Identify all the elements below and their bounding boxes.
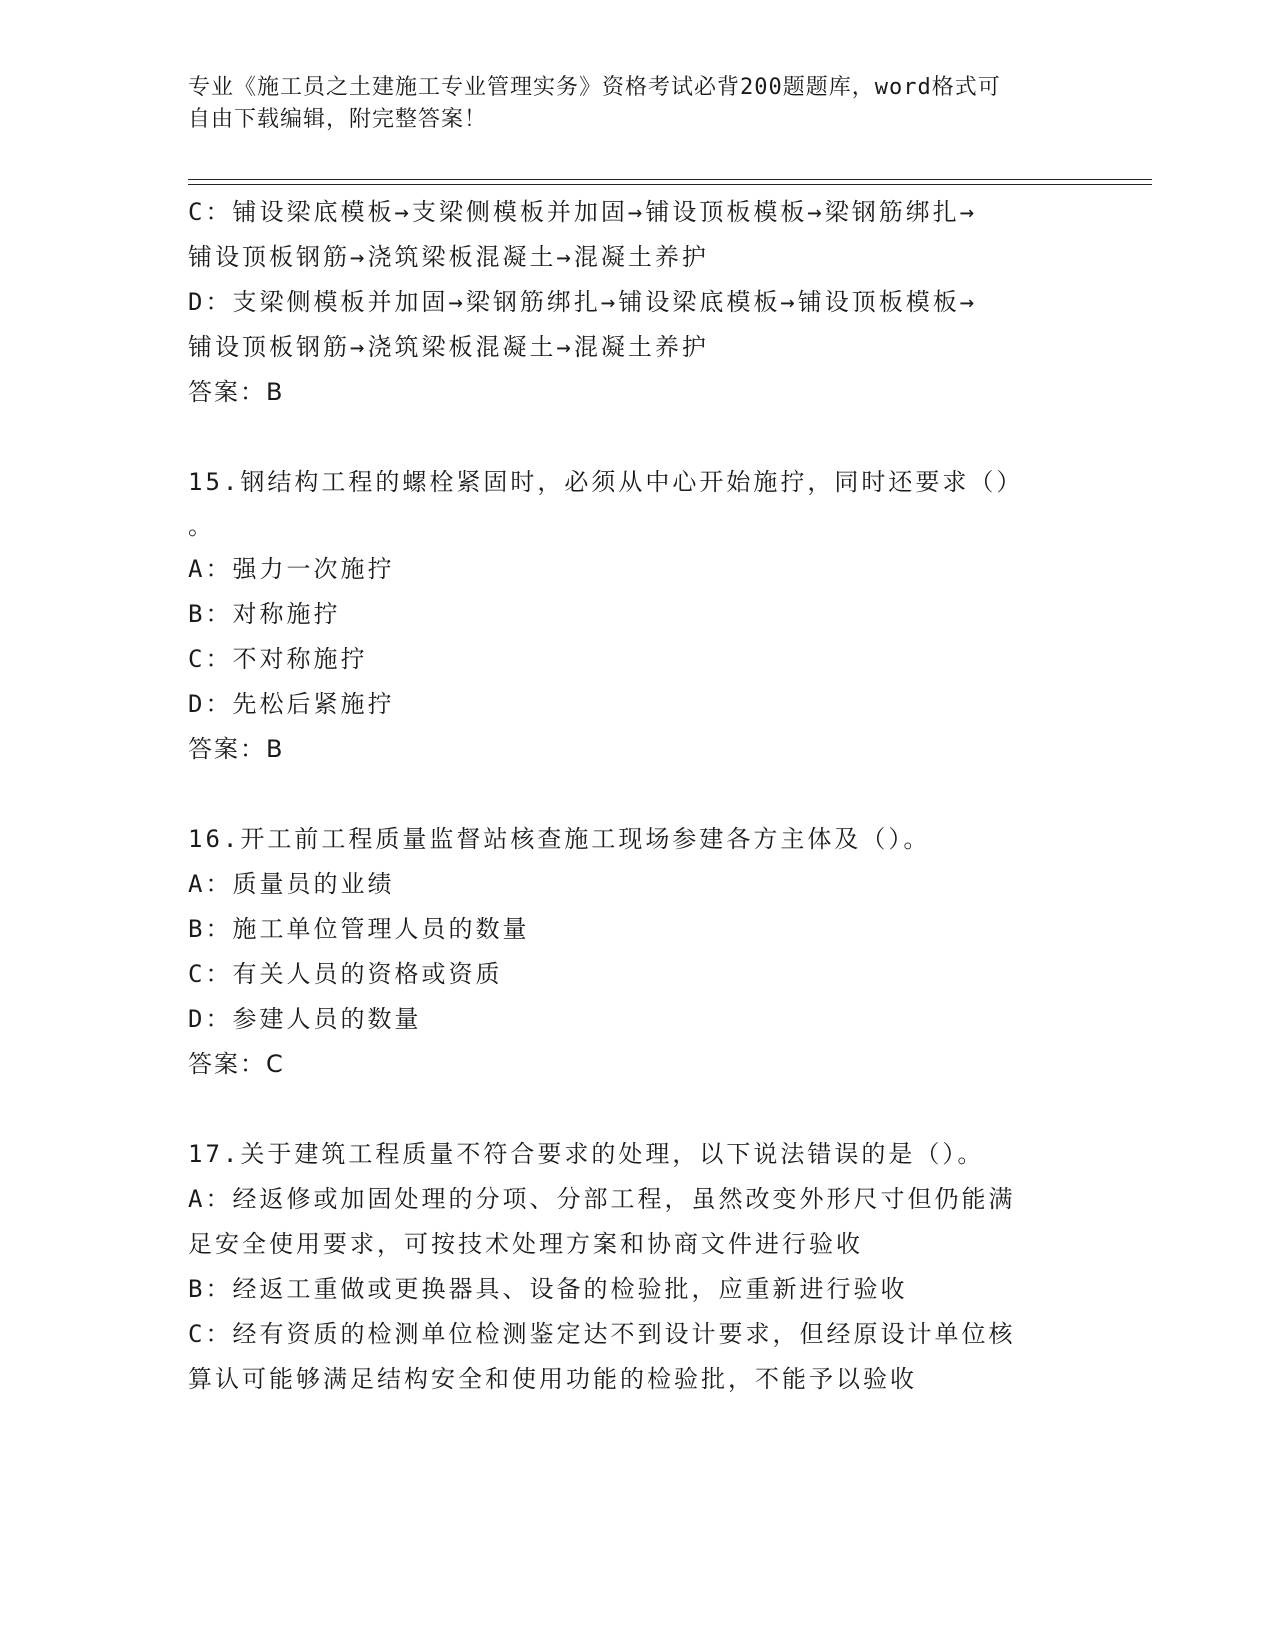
q16-option-c: C：有关人员的资格或资质 [188,960,503,988]
q14-option-c-line-2: 铺设顶板钢筋→浇筑梁板混凝土→混凝土养护 [188,243,709,271]
q15-question-continued: 。 [188,512,215,540]
spacer [188,772,1088,817]
q16-option-b: B：施工单位管理人员的数量 [188,915,530,943]
question-16 [188,817,1088,1087]
document-header [188,72,1068,136]
q14-option-d-line-1: D：支梁侧模板并加固→梁钢筋绑扎→铺设梁底模板→铺设顶板模板→ [188,288,978,316]
q15-option-b: B：对称施拧 [188,600,341,628]
q15-option-d: D：先松后紧施拧 [188,690,395,718]
header-title-line-2: 自由下载编辑，附完整答案！ [188,107,488,132]
document-body [188,190,1088,1402]
q17-question: 17.关于建筑工程质量不符合要求的处理，以下说法错误的是（）。 [188,1140,985,1168]
q14-option-c-line-1: C：铺设梁底模板→支梁侧模板并加固→铺设顶板模板→梁钢筋绑扎→ [188,198,978,226]
spacer [188,415,1088,460]
q17-option-c-line-1: C：经有资质的检测单位检测鉴定达不到设计要求，但经原设计单位核 [188,1320,1016,1348]
q17-option-c-line-2: 算认可能够满足结构安全和使用功能的检验批，不能予以验收 [188,1365,917,1393]
header-title-line-1: 专业《施工员之土建施工专业管理实务》资格考试必背200题题库，word格式可 [188,75,1001,100]
q15-question: 15.钢结构工程的螺栓紧固时，必须从中心开始施拧，同时还要求（） [188,468,1024,496]
q16-question: 16.开工前工程质量监督站核查施工现场参建各方主体及（）。 [188,825,931,853]
question-14-continued [188,190,1088,415]
q16-option-d: D：参建人员的数量 [188,1005,422,1033]
q14-answer: 答案：B [188,378,285,406]
q15-option-a: A：强力一次施拧 [188,555,395,583]
spacer [188,1087,1088,1132]
q17-option-b: B：经返工重做或更换器具、设备的检验批，应重新进行验收 [188,1275,908,1303]
question-15 [188,460,1088,772]
header-divider-bottom [188,184,1152,185]
q16-answer: 答案：C [188,1050,285,1078]
question-17 [188,1132,1088,1402]
q14-option-d-line-2: 铺设顶板钢筋→浇筑梁板混凝土→混凝土养护 [188,333,709,361]
q15-answer: 答案：B [188,735,285,763]
header-divider-top [188,179,1152,180]
q17-option-a-line-1: A：经返修或加固处理的分项、分部工程，虽然改变外形尺寸但仍能满 [188,1185,1016,1213]
q17-option-a-line-2: 足安全使用要求，可按技术处理方案和协商文件进行验收 [188,1230,863,1258]
q16-option-a: A：质量员的业绩 [188,870,395,898]
q15-option-c: C：不对称施拧 [188,645,368,673]
